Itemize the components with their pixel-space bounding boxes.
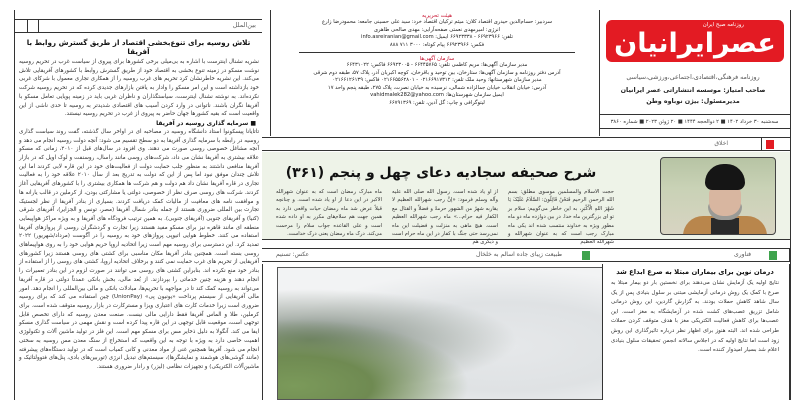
newspaper-subtitle: روزنامه فرهنگی،اقتصادی،اجتماعی،ورزشی،سیاسی bbox=[626, 74, 760, 81]
foggy-mountain-photo[interactable] bbox=[277, 267, 603, 400]
portrait-robe-inner bbox=[711, 218, 739, 235]
publisher-line: صاحب امتیاز: موسسه انتشاراتی عصر ایرانیان bbox=[620, 86, 766, 94]
photo-frame bbox=[262, 264, 602, 400]
editorial-line-2: انرژی: امیرمهدی نعمتی صفحه‌آرایی: مهدی صالحی طاهری bbox=[373, 26, 500, 33]
ads-line-3: مدیر سازمان شهرستانها: وحید ملک تلفن: ۰۲۱۶۶۹۱۷۳۱۲ - ۰۲۱۶۶۵۵۶۲۸۰۱ فاکس: ۰۲۱۶۶۱۲۶۱۳۹ bbox=[332, 77, 542, 83]
section-divider bbox=[27, 20, 28, 32]
technology-article bbox=[602, 264, 790, 400]
article-headline[interactable]: تلاش روسیه برای تنوع‌بخشی اقتصاد از طریق گسترش روابط با آفریقا bbox=[26, 38, 251, 56]
editorial-fax: فکس: ۶۶۹۲۳۹۶۶ پیام کوتاه: ۳۰۰۰ ۷۱۱ ۸۸۸ bbox=[389, 41, 485, 48]
logo-title: عصرایرانیان bbox=[614, 28, 776, 59]
section-marker-red bbox=[766, 140, 774, 149]
photo-caption: طبیعت زیبای جاده اسالم به خلخال bbox=[476, 251, 562, 258]
director-line: مدیرمسئول: بیژن نوباوه وطن bbox=[646, 98, 740, 105]
article-subheading: ■ سرمایه گذاری روسیه در آفریقا bbox=[156, 119, 256, 127]
editorial-line-1: سردبیر: حسام‌الدین حیدری اقتصاد کلان: میثم ترکیان اقتصاد خرد: سید علی حسینی جامعه: محمودرضا زارع bbox=[322, 19, 552, 25]
divider bbox=[299, 52, 575, 53]
masthead bbox=[600, 10, 790, 136]
staff-box bbox=[287, 10, 587, 136]
editorial-contact[interactable]: تلفن: ۶۶۹۲۳۹۶۶ - ۶۶۹۲۳۳۳۸ ایمیل: info.asreiranian@gmail.com bbox=[361, 34, 513, 40]
masthead-info-box bbox=[270, 10, 600, 136]
ads-line-2: آدرس دفتر روزنامه و سازمان آگهی‌ها: ستارخان، بین توحید و باقرخان، کوچه اکبریان آذر، پلاک ۵۷، طبقه دوم شرقی bbox=[313, 69, 561, 76]
ethics-column-1: حجت الاسلام والمسلمین موسوی مطلق: بسم الله الرحمن الرحیم فَنَحْنُ قَائِلُونَ: السَّلَامُ عَلَیْکَ یَا شَهْرَ اللهِ الْأَکْبَرِ، به این خاطر می‌گوییم: سلام بر تو ای بزرگترین ماه خدا. در بین دوازده ماه دو ماه مطور ویژه به خداوند منتسب شده اند یکی ماه مبارک رجب است که به عنوان شهرالله و شهرالله العظیم bbox=[508, 189, 614, 246]
ads-line-4: آدرس: خیابان انقلاب خیابان جمالزاده شمالی، نرسیده به خیابان نصرت، پلاک ۲۷۵، طبقه پنجم واحد ۱۷ bbox=[327, 84, 547, 91]
ads-line-1: مدیر سازمان آگهی‌ها: مریم کاظمی تلفن: ۶۶۴۴۵۷۶۵ - ۶۶۹۲۳۰۰۵ فاکس: ۶۶۴۳۱۰۲۲ bbox=[346, 62, 528, 68]
section-label: بین‌الملل bbox=[232, 21, 256, 29]
issue-date-bar bbox=[599, 114, 790, 129]
section-label: فناوری bbox=[734, 251, 751, 258]
cleric-portrait-image bbox=[660, 157, 776, 235]
logo-tagline: روزنامه صبح ایران bbox=[702, 22, 744, 28]
editorial-board-title: هیئت تحریریه bbox=[422, 13, 452, 19]
ads-printing: لیتوگرافی و چاپ: گل آذین، تلفن: ۶۶۷۹۱۳۶۹ bbox=[389, 99, 485, 106]
section-header-ethics bbox=[262, 137, 790, 151]
ethics-column-3: ماه مبارک رمضان است که به عنوان شهرالله الاکبر در این دعا از او یاد شده است. و چنانچه قبلاً عرض شد ماه رمضان حیات واقعی دارد به همین جهت هم سلام‌های مکرر به او داده شده است و علی القاعده جواب سلام را مرحمت می‌کند. درک ماه رمضان یعنی درک خداست. bbox=[276, 189, 382, 238]
ads-email[interactable]: ایمیل سازمان شهرستان‌ها: vahidmalek282@yahoo.com bbox=[370, 92, 504, 98]
ethics-headline[interactable]: شرح صحیفه سجادیه دعای چهل و پنجم (۳۶۱) bbox=[285, 165, 597, 181]
section-header-international bbox=[15, 19, 262, 33]
issue-date: سه‌شنبه ۳۰ خرداد ۱۴۰۲ ■ ۲ ذوالحجه ۱۴۴۴ ■ ۲۰ ژوئن ۲۰۲۳ ■ شماره ۳۸۶۰ bbox=[610, 119, 779, 125]
section-marker-green bbox=[769, 251, 777, 260]
article-body-part1: نشریه نشنال اینترست با اشاره به بی‌میلی برخی کشورها برای پیروی از سیاست غرب در تحریم روسیه نوشت مسکو در زمینه تنوع بخشی به اقتصاد خود از طریق گسترش روابط با کشورهای آفریقایی تلاش می‌کند. این نشریه خاطرنشان کرد تحریم های غرب روسیه را از همکاری تجاری معمول با شرکای غربی خود بازداشته است و این امر مسکو را وادار به یافتن بازارهای جدیدی کرده که در تحریم روسیه شرکت نکرده‌اند. به نوشته نشنال اینترست، سیاستگذاران و ناظران غربی باید در زمینه پویایی تعامل مسکو با آفریقا نگران باشند. ناتوانی در وارد کردن آسیب های اقتصادی شدیدتر به روسیه تا حدی ناشی از این واقعیت است که بقیه کشورها جهان حاضر به پیروی از غرب در تحریم روسیه نیستند. bbox=[19, 59, 259, 118]
portrait-turban bbox=[705, 164, 745, 190]
section-header-technology bbox=[602, 248, 790, 262]
photo-credit: عکس: تسنیم bbox=[276, 251, 310, 258]
ethics-column-2: از او یاد شده است. رسول الله صلی الله علیه وآله وسلم فرمود: «إنَّ رجب شهرالله العظیم لا یقاربه شهرٌ من الشهور حرمةً و فضلاً و القتال مع الکفار فیه حرام...» ماه رجب شهرالله العظیم است. هیچ ماهی به منزلت و فضیلت این ماه نمی‌رسد حتی جنگ با کفار در این ماه حرام است و دیگری هم bbox=[392, 189, 498, 246]
tech-body: نتایج اولیه یک آزمایش نشان می‌دهند برای نخستین بار دو بیمار مبتلا به صرع با کمک یک روش درمانی آزمایشی مبتنی بر سلول بنیادی پس از یک سال شاهد کاهش حملات بودند. به گزارش گاردین، این روش درمانی شامل تزریق عصب‌های کشت شده در آزمایشگاه به مغز است. این عصب‌ها برای کاهش فعالیت الکتریکی مغز با هدف متوقف کردن حملات طراحی شده اند. البته هنوز برای اظهار نظر درباره تاثیرگذاری این روش زود است اما نتایج اولیه که در اجلاس سالانه انجمن تحقیقات سلول بنیادی اعلام شد بسیار امیدوار کننده است. bbox=[611, 280, 779, 354]
section-header-nature bbox=[262, 248, 602, 262]
article-body-part2: تاتایانا پیسکونوا استاد دانشگاه روسیه در مصاحبه ای در اواخر سال گذشته، گفت روند سیاست گذاری روسیه در رابطه با سرمایه گذاری آفریقا به دو سطح تقسیم می شود: آنچه دولت روسیه انجام می دهد و آنچه مشاغل خصوصی روسی صورت می دهند. وی افزود در سال‌های قبل از ۲۰۱۰، زمانی که مسکو علاقه بیشتری به آفریقا نشان می داد، شرکت‌های روسی مانند راسال، روسنفت و لوک اویل که در بازار آفریقا منافعی داشتند به منظور جلب حمایت دولت از فعالیت‌های خود در این قاره لابی کردند اما این تلاش چندان موفق نبود اما پس از این که دولت به تدریج بعد از سال ۲۰۱۰ علاقه خود را به فعالیت تجاری در قاره آفریقا نشان داد هم دولت و هم شرکت ها همکاری بیشتری را با کشورهای آفریقایی آغاز کردند. شرکت های روسی صرف نظر از خصوصی، دولتی یا مشارکتی بودن، از کرملین در قالب یارانه ها و موافقت نامه های معافیت از مالیات کمک دریافت کردند. بسیاری از بنادر آفریقا از نظر لجستیک تجارت بین المللی ضروری هستند از جمله بنادر شمال آفریقا (مصر، تونس و الجزایر)، آفریقای شرقی (کنیا) و آفریقای جنوبی (آفریقای جنوبی). به همین ترتیب فرودگاه های آفریقا و به ویژه مراکز هواپیمایی منطقه ای مانند قاهره نیز برای مسکو مفید هستند زیرا تجارت و گردشگران روسی از پروازهای آفریقا استفاده می کنند. خطوط هوایی اتیوپی پروازهای خود به روسیه را در آگوست (مرداد/شهریور) ۲۰۲۲ تمدید کرد. این دسترسی برای روسیه مهم است زیرا اتحادیه اروپا حریم هوایی خود را به روی هواپیماهای روسی بسته است. همچنین بنادر آفریقا مکان مناسبی برای کشتی های روسی هستند زیرا کشورهای آفریقایی از تحریم های غرب حمایت نمی کنند و برخلاف اتحادیه اروپا، کشتی های روسی را از استفاده از بنادر خود منع نکرده اند. بنابراین کشتی های روسی می توانند در صورت لزوم در این بنادر تعمیرات را انجام دهند و هزینه چنین خدماتی را بپردازند. از بُعد مالی، بخش بانکی عمدتاً دولتی در قاره آفریقا می‌تواند به روسیه کمک کند تا در مواجهه با تحریم‌ها، مبادلات بانکی و مالی بین‌المللی را انجام دهد. امور مالی آفریقایی از سیستم پرداخت «یونیون پی» (UnionPay) چین استفاده می کند که برای روسیه ضروری است زیرا خدمات کارت های اعتباری ویزا و مسترکارت در بازار روسیه متوقف شده است. برای کرملین، طلا و الماس آفریقا فقط دارایی مالی نیست. صنعت معدن روسیه که دارای تخصص قابل توجهی است، موقعیت قابل توجهی در این قاره پیدا کرده است و نقش مهمی در سیاست گذاری مسکو ایفا می کند. آنگولا به دلیل ذخایر مس برای مسکو مهم است. این فلز در تولید ماشین آلات و تکنولوژی اهمیت خاصی دارد به ویژه با توجه به این واقعیت که استخراج از سنگ معدن مس روسیه به سختی انجام می شود. آفریقا همچنین غنی از مواد معدنی و کانی کمیاب است که در تولید دستگاه‌های پیشرفته (مانند گوشی‌های هوشمند و نمایشگرها)، سیستم‌های تبدیل انرژی (توربین‌های بادی، پنل‌های فتوولتائیک و ماشین‌آلات الکتریکی) و تجهیزات نظامی (لیزر) و رادار ضروری هستند. bbox=[19, 128, 260, 370]
foreign-news-column bbox=[14, 10, 262, 400]
portrait-face bbox=[709, 186, 741, 216]
section-label: اخلاق bbox=[714, 140, 728, 147]
ads-office-title: سازمان آگهی‌ها bbox=[419, 56, 455, 62]
section-marker-green bbox=[582, 251, 590, 260]
tech-headline[interactable]: درمان نوین برای بیماران مبتلا به صرع ابداع شد bbox=[616, 268, 774, 276]
section-divider bbox=[761, 138, 762, 150]
newspaper-logo[interactable] bbox=[606, 20, 784, 62]
ethics-columns bbox=[276, 188, 614, 246]
page-border-right bbox=[790, 10, 791, 400]
ethics-article bbox=[262, 152, 790, 246]
